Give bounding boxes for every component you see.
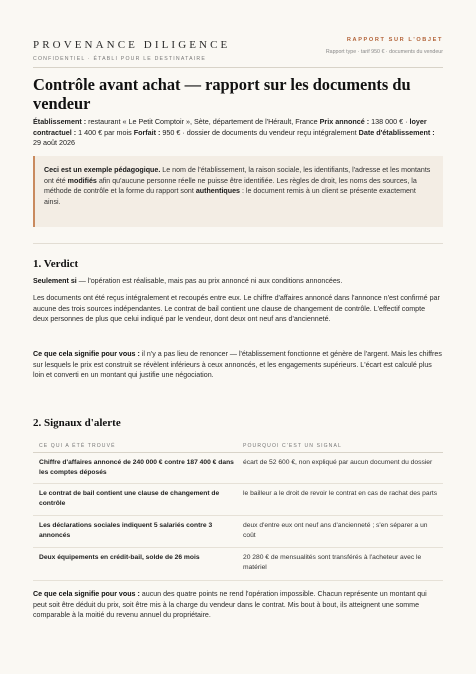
column-header-why: POURQUOI C'EST UN SIGNAL [243,443,342,449]
note-lead: Ceci est un exemple pédagogique. [44,166,161,174]
note-text-2: afin qu'aucune personne réelle ne puisse être identifiée. Les règles de droit, les noms des sources, la méthode de contrôle et la forme du rapport sont [44,176,417,196]
row-why: le bailleur a le droit de revoir le contrat en cas de rachat des parts [243,490,438,497]
note-modifies: modifiés [67,176,97,185]
verdict-details: Les documents ont été reçus intégralement et recoupés entre eux. Le chiffre d'affaires annoncé dans l'annonce n'est confirmé par aucune des trois sources indépendantes. Le contrat de bail contient une clause de changement de contrôle. L'effectif compte deux personnes de plus que celui indiqué par le vendeur, dont deux ont neuf ans d'ancienneté. [33,294,440,324]
row-found: Chiffre d'affaires annoncé de 240 000 € contre 187 400 € dans les comptes déposés [39,459,234,477]
verdict-summary-text: — l'opération est réalisable, mais pas au prix annoncé ni aux conditions annoncées. [76,277,343,285]
verdict-summary [33,276,442,287]
verdict-meaning [33,349,442,381]
column-header-found: CE QUI A ÉTÉ TROUVÉ [39,443,116,449]
signals-meaning-bold: Ce que cela signifie pour vous : [33,590,140,598]
row-why: deux d'entre eux ont neuf ans d'ancienneté ; s'en séparer a un coût [243,522,428,540]
report-meta [33,117,440,149]
meta-date-label: Date d'établissement : [358,127,435,137]
note-authentiques: authentiques [195,187,240,196]
meta-forfait-value: 950 € · dossier de documents du vendeur reçu intégralement [160,127,359,137]
row-found: Le contrat de bail contient une clause de changement de contrôle [39,490,220,508]
row-why: 20 280 € de mensualités sont transférés à l'acheteur avec le matériel [243,554,422,572]
header-divider [33,67,443,68]
table-header [33,437,443,453]
table-row [33,548,443,581]
table-row [33,516,443,548]
signals-table [33,437,443,581]
disclaimer-note [33,156,443,227]
table-row [33,453,443,484]
verdict-meaning-text: il n'y a pas lieu de renoncer — l'établissement fonctionne et génère de l'argent. Mais les chiffres sur lesquels le prix est construit se révèlent inférieurs à ceux annoncés, et les engagements supérieurs. L'écart est calculé plus loin et converti en un montant qui justifie une négociation. [33,350,442,380]
row-why: écart de 52 600 €, non expliqué par aucun document du dossier [243,459,433,466]
note-text-1: Le nom de l'établissement, la raison sociale, les identifiants, l'adresse et les montants ont été [44,166,431,185]
row-found: Les déclarations sociales indiquent 5 salariés contre 3 annoncés [39,522,213,540]
brand-name: PROVENANCE DILIGENCE [33,39,231,51]
verdict-heading: 1. Verdict [33,258,79,270]
note-text-3: : le document remis à un client se présente exactement ainsi. [44,187,416,207]
meta-forfait-label: Forfait : [133,127,161,137]
masthead [33,30,443,68]
meta-etab-label: Établissement : [33,117,87,126]
table-row [33,484,443,516]
verdict-meaning-bold: Ce que cela signifie pour vous : [33,350,140,358]
meta-loyer-value: 1 400 € par mois [76,127,134,137]
verdict-summary-bold: Seulement si [33,277,77,285]
meta-etab-value: restaurant « Le Petit Comptoir », Sète, département de l'Hérault, France [86,117,320,126]
signals-meaning-text: aucun des quatre points ne rend l'opération impossible. Chacun représente un montant qui peut soit être déduit du prix, soit être mis à la charge du vendeur dans le contrat. Mis bout à bout, ils atteignent une somme comparable à la moitié du revenu annuel du propriétaire. [33,590,427,620]
signals-meaning [33,589,442,621]
report-tag: RAPPORT SUR L'OBJET [346,37,443,43]
page-title: Contrôle avant achat — rapport sur les documents du vendeur [33,75,411,113]
signals-heading: 2. Signaux d'alerte [33,417,121,429]
row-found: Deux équipements en crédit-bail, solde de 26 mois [39,554,200,561]
meta-loyer-label: loyer contractuel : [33,117,427,137]
meta-prix-label: Prix annoncé : [319,117,370,126]
meta-prix-value: 138 000 € · [369,117,410,126]
brand-subtitle: CONFIDENTIEL · ÉTABLI POUR LE DESTINATAIRE [33,56,206,62]
meta-date-value: 29 août 2026 [33,138,75,148]
report-subtitle: Rapport type · tarif 950 € · documents du vendeur [325,49,443,55]
section-divider [33,243,443,244]
